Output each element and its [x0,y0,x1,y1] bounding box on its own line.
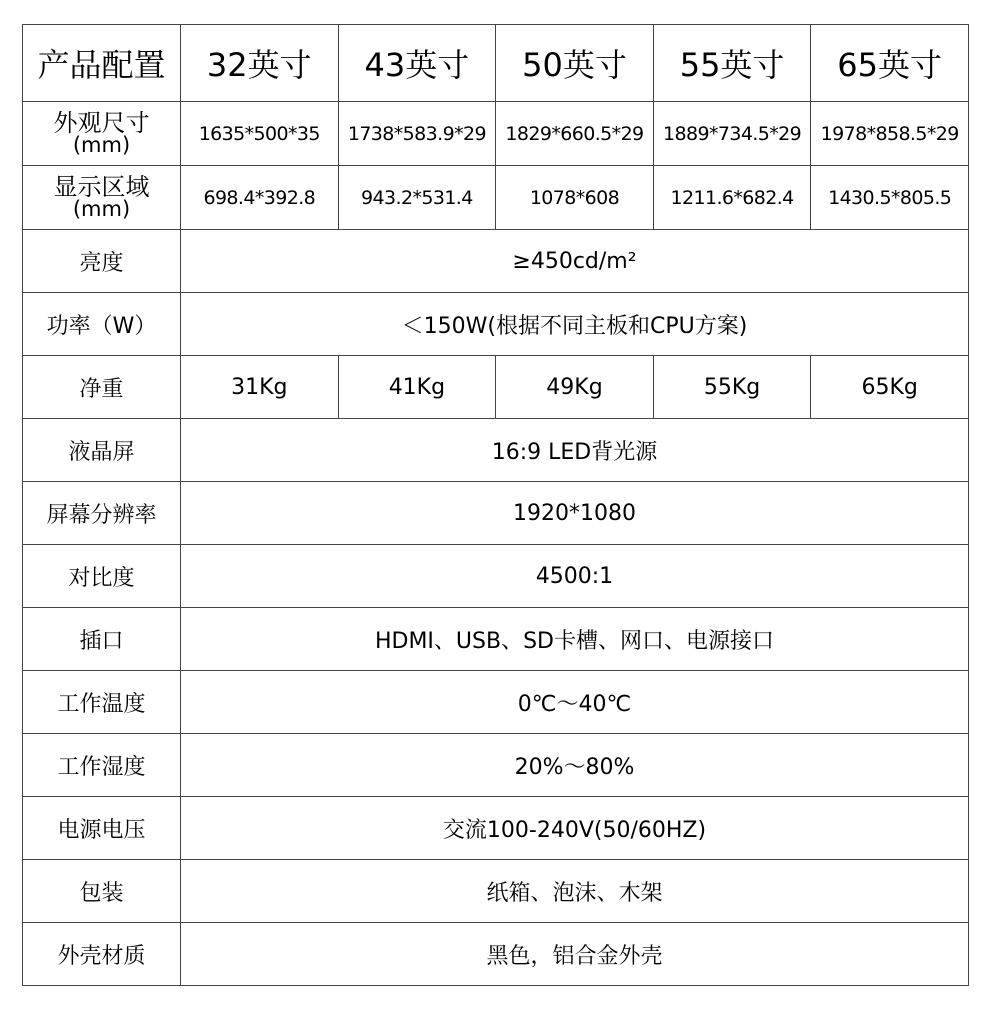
table-cell: 黑色，铝合金外壳 [181,923,969,986]
table-cell: 4500:1 [181,545,969,608]
row-label-lcd: 液晶屏 [23,419,181,482]
table-cell: 49Kg [496,356,654,419]
row-label-unit: (mm) [72,133,131,157]
row-label-power: 功率（W） [23,293,181,356]
table-cell: 1211.6*682.4 [653,166,811,230]
table-row-lcd [23,419,969,482]
table-row-brightness [23,230,969,293]
row-label-resolution: 屏幕分辨率 [23,482,181,545]
table-row-housing [23,923,969,986]
table-row-contrast [23,545,969,608]
row-label-text: 显示区域 [53,173,150,201]
table-cell: ≥450cd/m² [181,230,969,293]
table-cell: 20%～80% [181,734,969,797]
header-label-cell: 产品配置 [23,25,181,102]
table-row-power-supply [23,797,969,860]
table-cell: 1829*660.5*29 [496,102,654,166]
spec-table [22,24,969,986]
table-cell: 65Kg [811,356,969,419]
table-cell: 1635*500*35 [181,102,339,166]
table-row-resolution [23,482,969,545]
row-label-net-weight: 净重 [23,356,181,419]
size-header-55: 55英寸 [653,25,811,102]
table-cell: 1430.5*805.5 [811,166,969,230]
table-cell: 交流100-240V(50/60HZ) [181,797,969,860]
row-label-display-area [23,166,181,230]
size-header-65: 65英寸 [811,25,969,102]
row-label-packaging: 包装 [23,860,181,923]
size-header-43: 43英寸 [338,25,496,102]
table-cell: 1078*608 [496,166,654,230]
table-cell: 1978*858.5*29 [811,102,969,166]
table-row-power [23,293,969,356]
table-row-packaging [23,860,969,923]
table-cell: 1889*734.5*29 [653,102,811,166]
table-cell: HDMI、USB、SD卡槽、网口、电源接口 [181,608,969,671]
table-row-display-area [23,166,969,230]
table-cell: 698.4*392.8 [181,166,339,230]
row-label-power-supply: 电源电压 [23,797,181,860]
table-row-ports [23,608,969,671]
table-cell: 1738*583.9*29 [338,102,496,166]
table-cell: ＜150W(根据不同主板和CPU方案) [181,293,969,356]
header-row [23,25,969,102]
table-row-operating-humidity [23,734,969,797]
size-header-50: 50英寸 [496,25,654,102]
table-row-operating-temperature [23,671,969,734]
row-label-housing: 外壳材质 [23,923,181,986]
row-label-ports: 插口 [23,608,181,671]
size-header-32: 32英寸 [181,25,339,102]
table-cell: 0℃～40℃ [181,671,969,734]
row-label-operating-temperature: 工作温度 [23,671,181,734]
row-label-text: 外观尺寸 [53,109,150,137]
row-label-outer-dimensions [23,102,181,166]
table-cell: 31Kg [181,356,339,419]
table-cell: 16:9 LED背光源 [181,419,969,482]
row-label-brightness: 亮度 [23,230,181,293]
table-row-net-weight [23,356,969,419]
row-label-operating-humidity: 工作湿度 [23,734,181,797]
table-row-outer-dimensions [23,102,969,166]
table-cell: 1920*1080 [181,482,969,545]
table-cell: 55Kg [653,356,811,419]
row-label-unit: (mm) [72,197,131,221]
table-cell: 41Kg [338,356,496,419]
table-cell: 纸箱、泡沫、木架 [181,860,969,923]
row-label-contrast: 对比度 [23,545,181,608]
table-cell: 943.2*531.4 [338,166,496,230]
